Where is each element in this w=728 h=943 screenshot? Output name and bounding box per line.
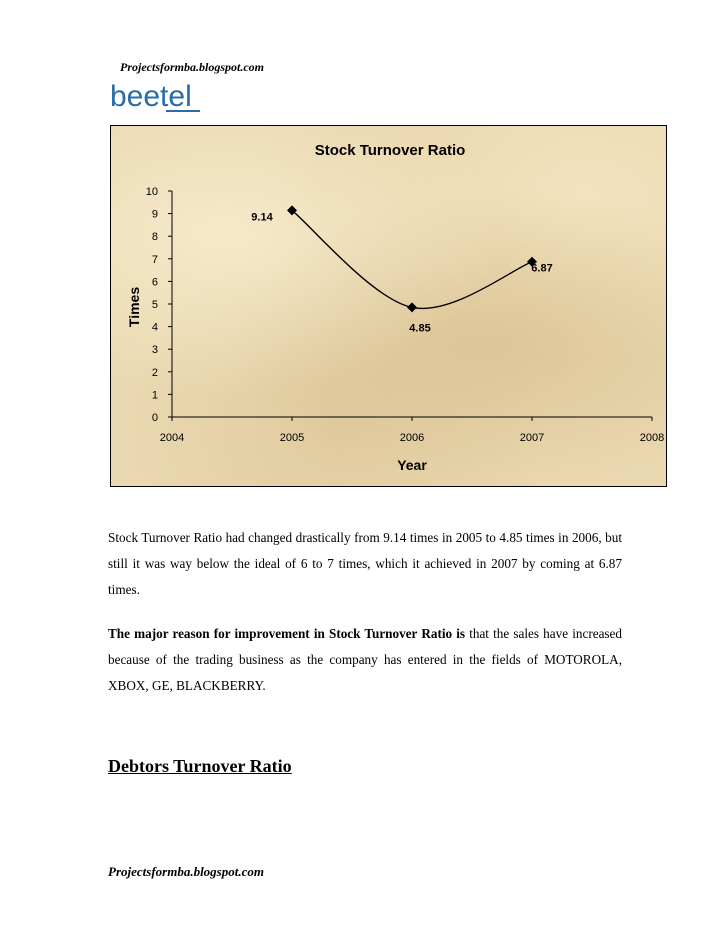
y-tick-label: 9 [151, 208, 158, 221]
y-tick-label: 2 [151, 366, 158, 379]
stock-turnover-chart [110, 125, 667, 487]
y-tick-label: 4 [151, 321, 158, 334]
beetel-logo [108, 78, 208, 116]
chart-canvas [111, 126, 668, 488]
y-tick-label: 1 [151, 389, 158, 402]
y-axis-title: Times [126, 286, 142, 328]
data-point-marker [407, 302, 417, 312]
series-line [292, 210, 532, 308]
y-tick-label: 6 [151, 276, 158, 289]
paragraph-lead-bold: The major reason for improvement in Stock Turnover Ratio is [108, 626, 466, 642]
y-tick-label: 7 [151, 253, 158, 266]
site-header: Projectsformba.blogspot.com [120, 60, 264, 74]
x-tick-label: 2006 [399, 432, 425, 444]
data-label: 6.87 [531, 262, 553, 275]
data-label: 4.85 [409, 322, 431, 335]
x-tick-label: 2007 [519, 432, 545, 444]
section-heading-debtors-turnover: Debtors Turnover Ratio [108, 756, 292, 776]
data-label: 9.14 [251, 211, 273, 224]
y-tick-label: 8 [151, 231, 158, 244]
x-axis-title: Year [397, 457, 427, 473]
paragraph-improvement-reason [108, 621, 622, 699]
paragraph-rest: that the sales have increased because of the trading business as the company has entered in the fields of MOTOROLA, XBOX, GE, BLACKBERRY. [108, 626, 623, 694]
x-tick-label: 2008 [639, 432, 665, 444]
y-tick-label: 3 [151, 344, 158, 357]
chart-title: Stock Turnover Ratio [314, 142, 466, 159]
x-tick-label: 2005 [279, 432, 305, 444]
svg-text:beetel: beetel [110, 80, 192, 113]
site-footer: Projectsformba.blogspot.com [108, 864, 264, 879]
x-tick-label: 2004 [159, 432, 185, 444]
y-tick-label: 0 [151, 412, 158, 424]
paragraph-stock-turnover: Stock Turnover Ratio had changed drastically from 9.14 times in 2005 to 4.85 times in 2006, but still it was way below the ideal of 6 to 7 times, which it achieved in 2007 by coming at 6.87 times. [108, 530, 622, 598]
y-tick-label: 5 [151, 299, 158, 311]
y-tick-label: 10 [145, 186, 158, 198]
